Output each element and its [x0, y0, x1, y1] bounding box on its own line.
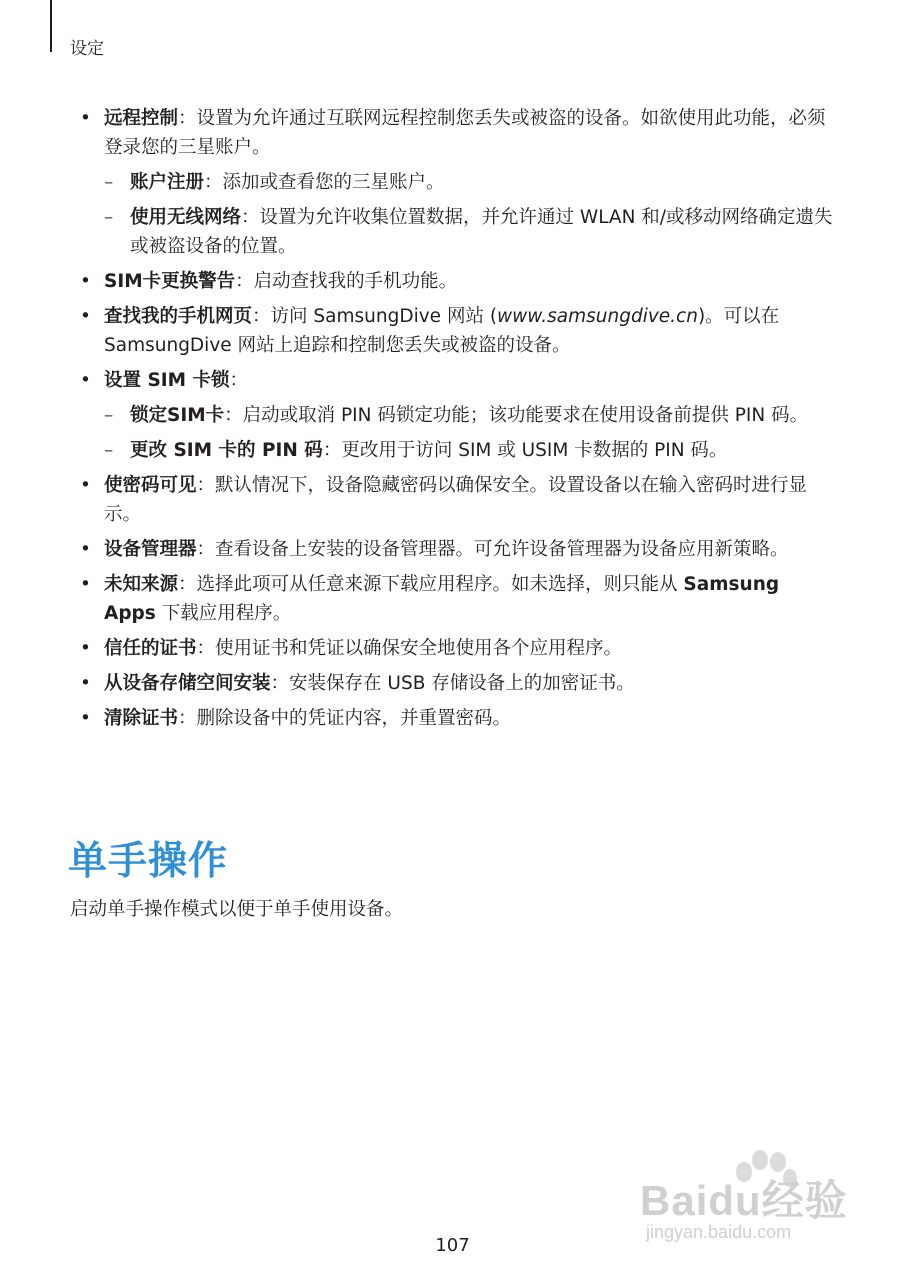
sub-text: 更改用于访问 SIM 或 USIM 卡数据的 PIN 码。 [341, 440, 728, 461]
sub-term: 账户注册 [130, 172, 205, 193]
item-term: SIM卡更换警告 [104, 271, 236, 292]
sub-separator: ： [322, 440, 342, 461]
app-name: Samsung Apps [104, 574, 780, 624]
list-item [74, 704, 834, 733]
sub-item [74, 203, 834, 261]
item-term: 清除证书 [104, 708, 179, 729]
item-separator: ： [196, 638, 216, 659]
watermark-logo: Baidu经验 [640, 1177, 848, 1224]
item-separator: ： [178, 708, 197, 729]
sub-separator: ： [241, 207, 260, 228]
list-item [74, 570, 834, 628]
item-separator: ： [252, 306, 271, 327]
item-term: 从设备存储空间安装 [104, 673, 271, 694]
dash-icon: – [104, 207, 114, 228]
bullet-icon: • [80, 638, 91, 659]
watermark-url: jingyan.baidu.com [646, 1222, 792, 1242]
bullet-icon: • [80, 370, 91, 391]
item-separator: ： [196, 539, 216, 560]
bullet-icon: • [80, 673, 91, 694]
sub-separator: ： [224, 405, 243, 426]
dash-icon: – [104, 405, 114, 426]
list-item [74, 302, 834, 360]
dash-icon: – [104, 172, 114, 193]
list-item [74, 634, 834, 663]
item-text: 使用证书和凭证以确保安全地使用各个应用程序。 [215, 638, 623, 659]
sub-term: 锁定SIM卡 [130, 405, 225, 426]
item-text-after: 下载应用程序。 [155, 603, 292, 624]
page-heading: 单手操作 [68, 839, 229, 884]
list-item [74, 669, 834, 698]
sub-term: 更改 SIM 卡的 PIN 码 [130, 440, 323, 461]
bullet-icon: • [80, 271, 91, 292]
bullet-icon: • [80, 475, 91, 496]
item-separator: ： [270, 673, 290, 694]
bullet-icon: • [80, 539, 91, 560]
item-text: 查看设备上安装的设备管理器。可允许设备管理器为设备应用新策略。 [215, 539, 789, 560]
bullet-icon: • [80, 306, 91, 327]
dash-icon: – [104, 440, 114, 461]
list-item [74, 104, 834, 162]
item-term: 未知来源 [104, 574, 179, 595]
intro-text: 启动单手操作模式以便于单手使用设备。 [70, 899, 404, 920]
item-term: 设置 SIM 卡锁 [104, 370, 230, 391]
sub-text: 启动或取消 PIN 码锁定功能；该功能要求在使用设备前提供 PIN 码。 [242, 405, 809, 426]
item-term: 远程控制 [104, 108, 179, 129]
bullet-icon: • [80, 574, 91, 595]
item-separator: ： [178, 574, 197, 595]
sub-separator: ： [204, 172, 223, 193]
section-title: 设定 [70, 39, 104, 59]
page-number: 107 [435, 1235, 470, 1256]
item-separator: ： [196, 475, 216, 496]
bullet-icon: • [80, 708, 91, 729]
list-item [74, 366, 834, 395]
list-item [74, 267, 834, 296]
item-separator: ： [178, 108, 197, 129]
sub-term: 使用无线网络 [130, 207, 242, 228]
list-item [74, 535, 834, 564]
sub-item [74, 401, 834, 430]
website-link: www.samsungdive.cn [497, 306, 698, 327]
item-text: 设置为允许通过互联网远程控制您丢失或被盗的设备。如欲使用此功能，必须登录您的三星账户。 [104, 108, 826, 158]
item-term: 信任的证书 [104, 638, 197, 659]
sub-text: 添加或查看您的三星账户。 [222, 172, 445, 193]
sub-item [74, 436, 834, 465]
item-separator: ： [235, 271, 254, 292]
sub-item [74, 168, 834, 197]
list-item [74, 471, 834, 529]
item-separator: ： [229, 370, 249, 391]
item-term: 设备管理器 [104, 539, 197, 560]
header-rule [50, 0, 52, 52]
item-term: 使密码可见 [104, 475, 197, 496]
item-text: 选择此项可从任意来源下载应用程序。如未选择，则只能从 [196, 574, 684, 595]
settings-list [74, 104, 834, 739]
item-text-after: )。可以在 SamsungDive 网站上追踪和控制您丢失或被盗的设备。 [104, 306, 780, 356]
bullet-icon: • [80, 108, 91, 129]
item-text: 访问 SamsungDive 网站 ( [270, 306, 498, 327]
item-text: 默认情况下，设备隐藏密码以确保安全。设置设备以在输入密码时进行显示。 [104, 475, 808, 525]
item-term: 查找我的手机网页 [104, 306, 253, 327]
item-text: 删除设备中的凭证内容，并重置密码。 [196, 708, 512, 729]
item-text: 安装保存在 USB 存储设备上的加密证书。 [289, 673, 635, 694]
sub-text: 设置为允许收集位置数据，并允许通过 WLAN 和/或移动网络确定遗失或被盗设备的位置。 [130, 207, 833, 257]
item-text: 启动查找我的手机功能。 [253, 271, 458, 292]
